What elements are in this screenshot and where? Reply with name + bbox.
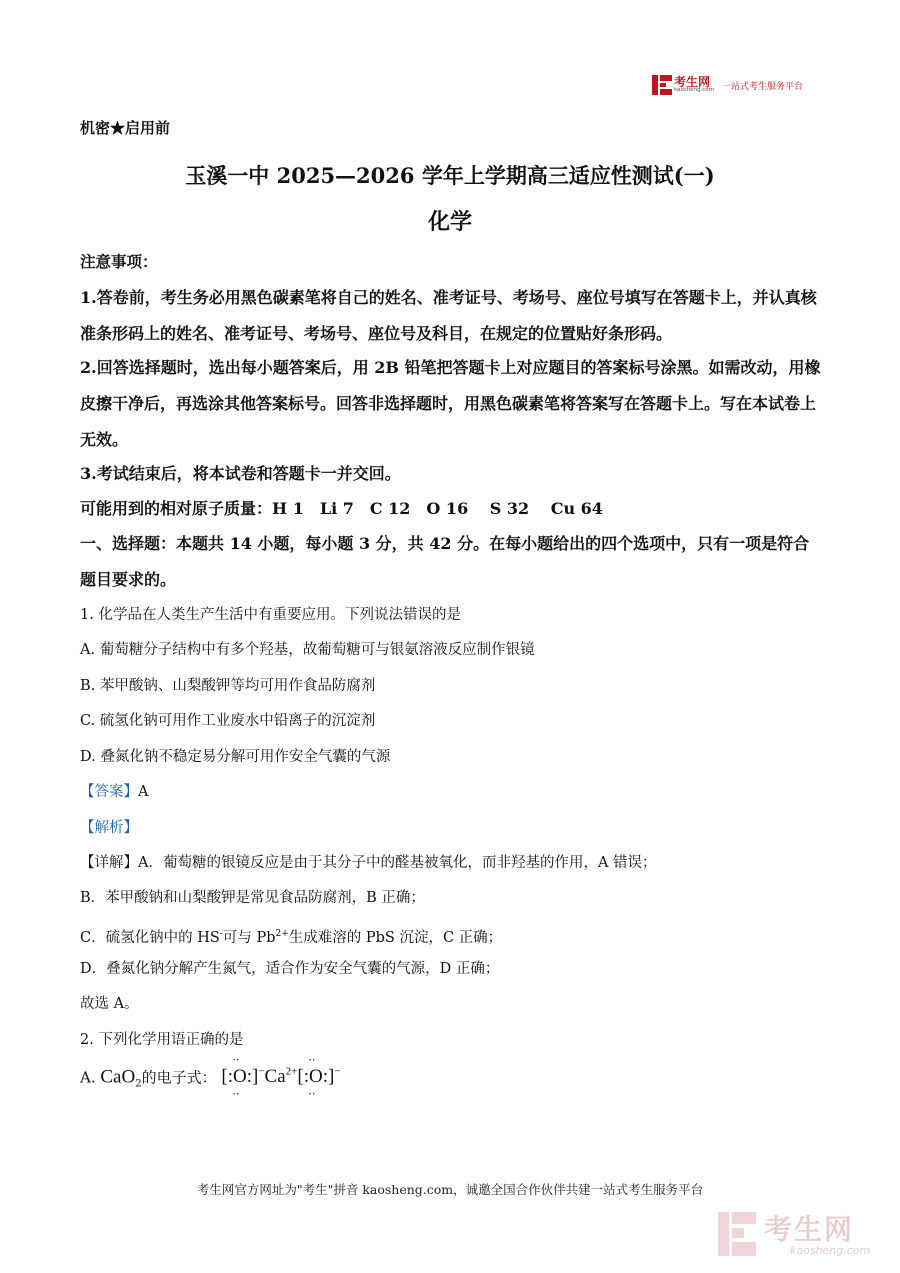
section-1-heading: 一、选择题：本题共 14 小题，每小题 3 分，共 42 分。在每小题给出的四个选项中，只有一项是符合题目要求的。 (80, 534, 810, 589)
confidential-label: 机密★启用前 (80, 119, 171, 137)
q2-option-a (80, 1066, 341, 1100)
notice-item-3: 3.考试结束后，将本试卷和答题卡一并交回。 (80, 464, 401, 483)
answer-value: A (138, 784, 149, 800)
q1-option-a: A. 葡萄糖分子结构中有多个羟基，故葡萄糖可与银氨溶液反应制作银镜 (80, 642, 535, 658)
detail-c-part1: C．硫氢化钠中的 HS (80, 929, 220, 946)
q1-option-b: B. 苯甲酸钠、山梨酸钾等均可用作食品防腐剂 (80, 678, 376, 694)
notice-title: 注意事项： (80, 252, 158, 271)
logo-text: 考生网 (674, 75, 711, 89)
q1-detail-d: D．叠氮化钠分解产生氮气，适合作为安全气囊的气源，D 正确； (80, 961, 500, 977)
q1-stem: 1. 化学品在人类生产生活中有重要应用。下列说法错误的是 (80, 607, 461, 623)
watermark-domain: kaosheng.com (790, 1244, 871, 1257)
detail-c-part2: 可与 Pb (222, 929, 276, 946)
q2-a-prefix: A. (80, 1068, 101, 1087)
hs-charge: - (219, 929, 223, 939)
oxygen-2: • • O • • (309, 1066, 323, 1088)
kaosheng-logo-icon (652, 75, 672, 95)
detail-c-part3: 生成难溶的 PbS 沉淀，C 正确； (288, 929, 503, 946)
atomic-mass-line: 可能用到的相对原子质量：H 1 Li 7 C 12 O 16 S 32 Cu 64 (80, 499, 603, 518)
anion-charge-1: − (258, 1066, 265, 1078)
exam-title: 玉溪一中 2025—2026 学年上学期高三适应性测试(一) (185, 163, 715, 188)
analysis-tag: 【解析】 (80, 820, 138, 836)
notice-item-1: 1.答卷前，考生务必用黑色碳素笔将自己的姓名、准考证号、考场号、座位号填写在答题卡上，并认真核准条形码上的姓名、准考证号、考场号、座位号及科目，在规定的位置贴好条形码。 (80, 288, 817, 343)
header-logo (652, 73, 822, 99)
anion-charge-2: − (334, 1066, 341, 1078)
q1-detail-b: B．苯甲酸钠和山梨酸钾是常见食品防腐剂，B 正确； (80, 890, 425, 906)
watermark-text: 考生网 (764, 1213, 855, 1246)
q1-detail-a (80, 853, 825, 873)
logo-slogan: 一站式考生服务平台 (722, 82, 804, 92)
footer-text: 考生网官方网址为"考生"拼音 kaosheng.com，诚邀全国合作伙伴共建一站式考生服务平台 (196, 1182, 704, 1197)
notice-item-2: 2.回答选择题时，选出每小题答案后，用 2B 铅笔把答题卡上对应题目的答案标号涂黑。如需改动，用橡皮擦干净后，再选涂其他答案标号。回答非选择题时，用黑色碳素笔将答案写在答题卡上。写在本试卷上无效。 (80, 358, 821, 449)
q1-answer (80, 782, 825, 802)
watermark-logo-icon (718, 1212, 756, 1256)
q2-a-formula: CaO (100, 1066, 136, 1088)
detail-a-text: A．葡萄糖的银镜反应是由于其分子中的醛基被氧化，而非羟基的作用，A 错误； (138, 855, 657, 871)
q2-stem: 2. 下列化学用语正确的是 (80, 1032, 244, 1048)
exam-subject: 化学 (427, 209, 472, 235)
q2-a-suffix: 的电子式： (141, 1068, 217, 1087)
q1-option-c: C. 硫氢化钠可用作工业废水中铅离子的沉淀剂 (80, 713, 376, 729)
detail-tag: 【详解】 (80, 855, 138, 871)
oxygen-1: • • O • • (233, 1066, 247, 1088)
calcium-charge: 2+ (285, 1066, 298, 1078)
q1-detail-c (80, 924, 825, 948)
pb-charge: 2+ (275, 929, 289, 939)
q2-a-subscript: 2 (135, 1078, 142, 1090)
calcium-symbol: Ca (264, 1066, 286, 1088)
answer-tag: 【答案】 (80, 784, 138, 800)
logo-domain: kaosheng.com (674, 87, 715, 93)
electron-formula: [:• • O • $•:]^-Ca^{2+}[:•$ • O • •:]− (221, 1066, 340, 1087)
q1-option-d: D. 叠氮化钠不稳定易分解可用作安全气囊的气源 (80, 749, 391, 765)
watermark (718, 1210, 883, 1260)
q1-conclusion: 故选 A。 (80, 996, 139, 1012)
